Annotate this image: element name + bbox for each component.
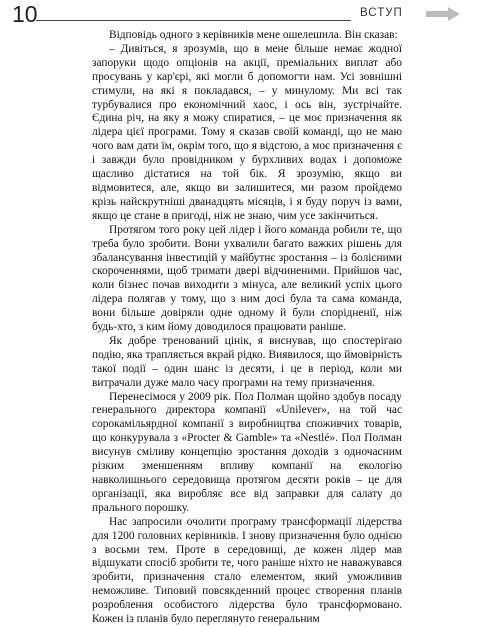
paragraph: Нас запросили очолити програму трансформації лідерства для 1200 головних керівників. І знову призначення було однією з восьми тем. Проте в середовищі, де кожен лідер мав відшукати спосіб зробити те, чого раніше ніхто не наважувався зробити, призначення стало елементом, який уможливив неможливе. Типовий повсякденний процес створення планів розроблення особистого лідерства було трансформовано. Кожен із планів було переглянуто генеральним [92,515,402,626]
page-number: 10 [12,1,38,27]
paragraph: Відповідь одного з керівників мене ошелешила. Він сказав: [109,29,398,41]
paragraph: Як добре тренований цінік, я виснував, що спостерігаю подію, яка трапляється вкрай рідко. Виявилося, що ймовірність такої події – один шанс із десяти, і це в період, коли ми витрачали дуже мало часу програми на тему призначення. [92,334,402,389]
header-rule [36,20,351,21]
section-label: ВСТУП [360,7,403,19]
right-arrow-icon [426,7,460,21]
paragraph: Протягом того року цей лідер і його команда робили те, що треба було зробити. Вони ухвалили багато важких рішень для збалансування інвестицій у майбутнє зростання – із болісними скороченнями, щоб тримати двері відчиненими. Прийшов час, коли бізнес почав виходити з мінуса, але великий успіх цього лідера полягав у тому, що з ним досі була та сама команда, вони більше довіряли одне одному й були спорідненії, ніж будь-хто, з ким йому доводилося працювати раніше. [92,223,402,334]
paragraph: – Дивіться, я зрозумів, що в мене більше немає жодної запоруки щодо опціонів на акції, преміальних виплат або просувань у кар'єрі, які могли б допомогти нам. Усі зовнішні стимули, на які я покладався, – у минулому. Ми всі так турбувалися про економічний хаос, і ось він, зустрічайте. Єдина річ, на яку я можу спиратися, – це моє призначення як лідера цієї програми. Тому я сказав своїй команді, що не маю чого вам дати їм, окрім того, що я відстою, а моє призначення є і завжди було провідником у бурхливих водах і допоможе щасливо дістатися на той бік. Я зрозумію, якщо ви відмовитеся, але, якщо ви залишитеся, ми разом пройдемо крізь найскрутніші дванадцять місяців, і я буду поруч із вами, якщо це стане в пригоді, ніж не знаю, чим усе закінчиться. [92,42,402,222]
page-header [0,0,500,28]
paragraph: Перенесімося у 2009 рік. Пол Полман щойно здобув посаду генерального директора компанії «Unilever», на той час сорокамільярдної компанії з виробництва споживчих товарів, що конкурувала з «Procter & Gamble» та «Nestlé». Пол Полман висунув сміливу концепцію зростання доходів з одночасним різким зменшенням впливу компанії на екологію навколишнього середовища протягом десяти років – це для організації, яка виробляє все від заправки для салату до прального порошку. [92,390,402,514]
body-text [92,29,402,627]
